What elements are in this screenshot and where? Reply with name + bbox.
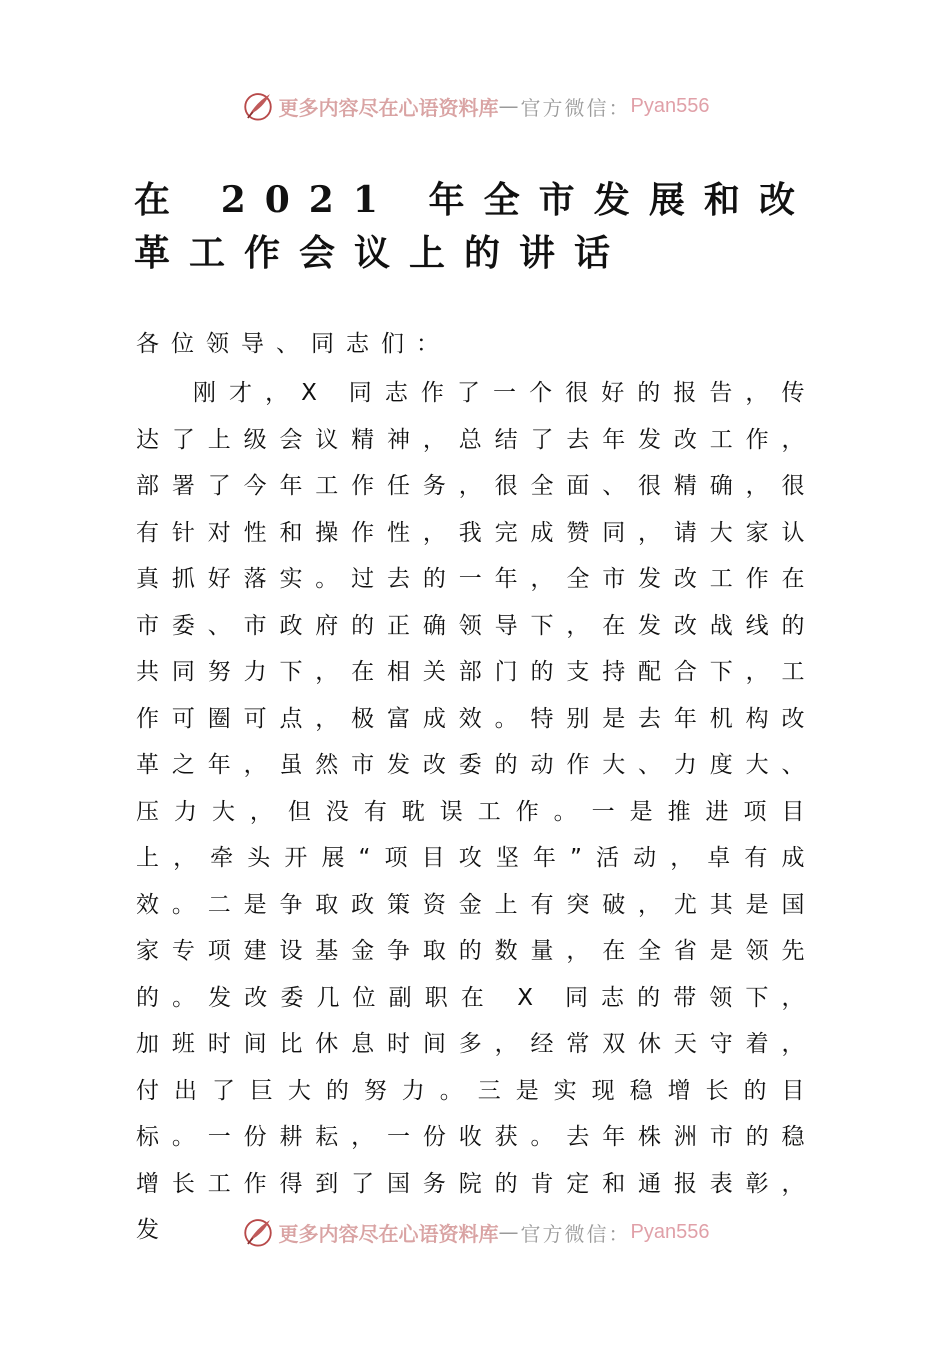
watermark-separator: — (498, 1220, 521, 1244)
watermark-header (0, 86, 950, 126)
watermark-footer (0, 1212, 950, 1252)
quill-pen-logo-icon (241, 89, 275, 123)
watermark-contact-id: Pyan556 (630, 1220, 710, 1243)
watermark-brand: 更多内容尽在心语资料库 (278, 1221, 499, 1246)
salutation: 各位领导、同志们： (136, 331, 451, 357)
document-title: 在 2021 年全市发展和改革工作会议上的讲话 (134, 179, 814, 274)
watermark-contact-label: 官方微信： (520, 95, 631, 120)
watermark-brand: 更多内容尽在心语资料库 (278, 95, 499, 120)
watermark-contact-label: 官方微信： (520, 1221, 631, 1246)
body-paragraph: 刚才，X 同志作了一个很好的报告，传达了上级会议精神，总结了去年发改工作，部署了今年工作任务，很全面、很精确，很有针对性和操作性，我完成赞同，请大家认真抓好落实。过去的一年，全市发改工作在市委、市政府的正确领导下，在发改战线的共同努力下，在相关部门的支持配合下，工作可圈可点，极富成效。特别是去年机构改革之年，虽然市发改委的动作大、力度大、压力大，但没有耽误工作。一是推进项目上，牵头开展“项目攻坚年”活动，卓有成效。二是争取政策资金上有突破，尤其是国家专项建设基金争取的数量，在全省是领先的。发改委几位副职在 X 同志的带领下，加班时间比休息时间多，经常双休天守着，付出了巨大的努力。三是实现稳增长的目标。一份耕耘，一份收获。去年株洲市的稳增长工作得到了国务院的肯定和通报表彰，发 (136, 380, 816, 1243)
watermark-separator: — (498, 94, 521, 118)
quill-pen-logo-icon (241, 1215, 275, 1249)
watermark-contact-id: Pyan556 (630, 94, 710, 117)
